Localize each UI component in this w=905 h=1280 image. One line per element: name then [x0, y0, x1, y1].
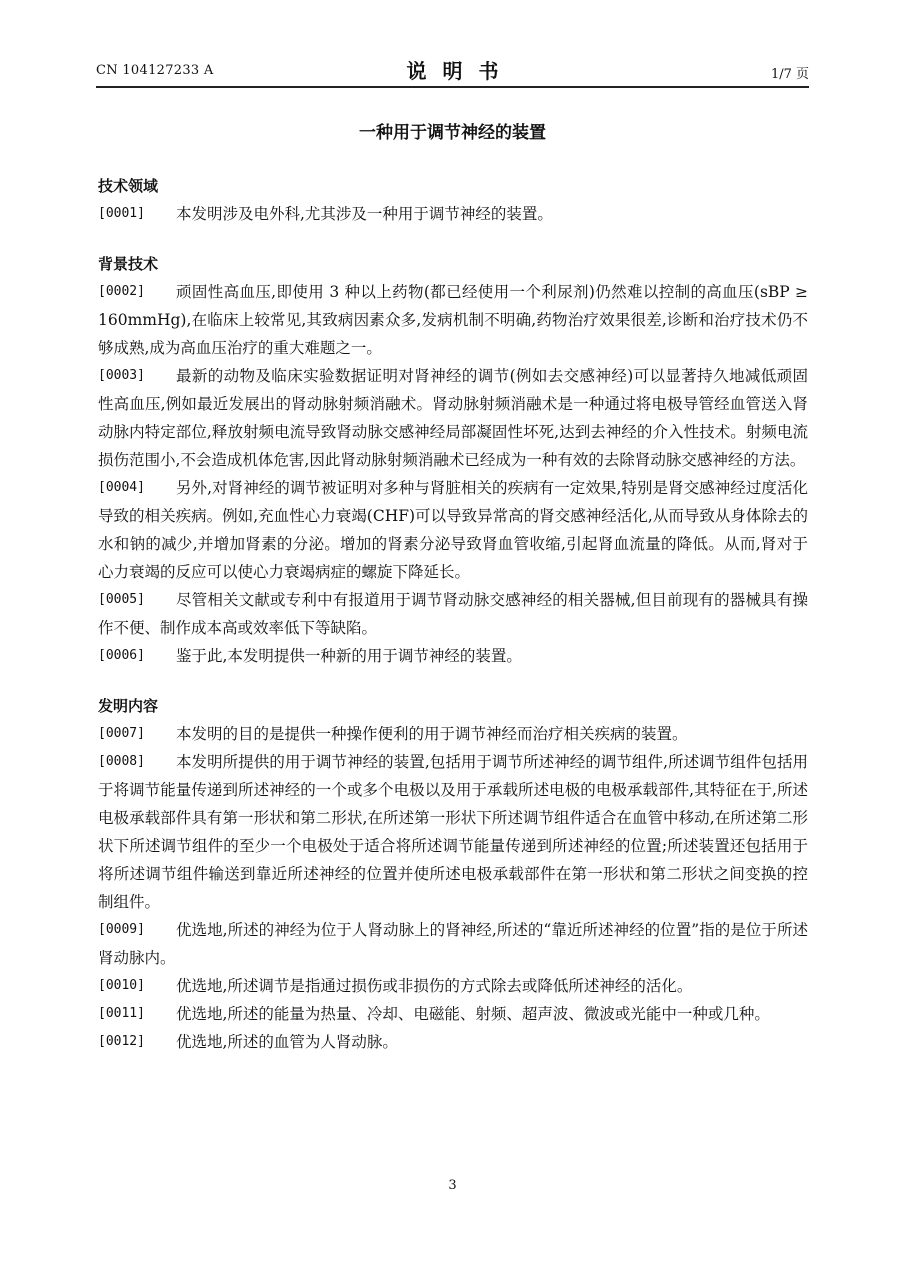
paragraph: [98, 586, 808, 642]
paragraph-text: 顽固性高血压,即使用 3 种以上药物(都已经使用一个利尿剂)仍然难以控制的高血压(sBP ≥ 160mmHg),在临床上较常见,其致病因素众多,发病机制不明确,药物治疗效果很差,诊断和治疗技术仍不够成熟,成为高血压治疗的重大难题之一。: [98, 283, 808, 357]
paragraph-text: 本发明所提供的用于调节神经的装置,包括用于调节所述神经的调节组件,所述调节组件包括用于将调节能量传递到所述神经的一个或多个电极以及用于承载所述电极的电极承载部件,其特征在于,所述电极承载部件具有第一形状和第二形状,在所述第一形状下所述调节组件适合在血管中移动,在所述第二形状下所述调节组件的至少一个电极处于适合将所述调节能量传递到所述神经的位置;所述装置还包括用于将所述调节组件输送到靠近所述神经的位置并使所述电极承载部件在第一形状和第二形状之间变换的控制组件。: [98, 753, 808, 911]
paragraph-text: 优选地,所述的能量为热量、冷却、电磁能、射频、超声波、微波或光能中一种或几种。: [176, 1005, 770, 1023]
paragraph-text: 最新的动物及临床实验数据证明对肾神经的调节(例如去交感神经)可以显著持久地减低顽固性高血压,例如最近发展出的肾动脉射频消融术。肾动脉射频消融术是一种通过将电极导管经血管送入肾动脉内特定部位,释放射频电流导致肾动脉交感神经局部凝固性坏死,达到去神经的介入性技术。射频电流损伤范围小,不会造成机体危害,因此肾动脉射频消融术已经成为一种有效的去除肾动脉交感神经的方法。: [98, 367, 808, 469]
paragraph: [98, 278, 808, 362]
paragraph-number: [0012]: [98, 1034, 145, 1049]
paragraph-number: [0002]: [98, 284, 145, 299]
paragraph-number: [0003]: [98, 368, 145, 383]
paragraph-text: 尽管相关文献或专利中有报道用于调节肾动脉交感神经的相关器械,但目前现有的器械具有操作不便、制作成本高或效率低下等缺陷。: [98, 591, 808, 637]
paragraph-number: [0004]: [98, 480, 145, 495]
paragraph-number: [0005]: [98, 592, 145, 607]
page-count: 1/7 页: [770, 67, 809, 82]
paragraph-number: [0001]: [98, 206, 145, 221]
paragraph: [98, 1028, 808, 1056]
header-divider: [96, 86, 809, 88]
paragraph-text: 本发明涉及电外科,尤其涉及一种用于调节神经的装置。: [176, 205, 553, 223]
paragraph-text: 优选地,所述的神经为位于人肾动脉上的肾神经,所述的“靠近所述神经的位置”指的是位于所述肾动脉内。: [98, 921, 808, 967]
paragraph: [98, 1000, 808, 1028]
page-number: 3: [448, 1178, 457, 1193]
document-type: 说明书: [406, 59, 515, 83]
paragraph: [98, 748, 808, 916]
paragraph-number: [0011]: [98, 1006, 145, 1021]
paragraph: [98, 972, 808, 1000]
paragraph-number: [0006]: [98, 648, 145, 663]
patent-number: CN 104127233 A: [96, 63, 214, 78]
section-heading: 发明内容: [98, 697, 159, 715]
section-heading: 技术领域: [98, 177, 159, 195]
paragraph-number: [0010]: [98, 978, 145, 993]
paragraph: [98, 474, 808, 586]
paragraph: [98, 720, 808, 748]
document-title: 一种用于调节神经的装置: [359, 123, 546, 143]
paragraph-text: 鉴于此,本发明提供一种新的用于调节神经的装置。: [176, 647, 522, 665]
paragraph-text: 优选地,所述的血管为人肾动脉。: [176, 1033, 398, 1051]
section-heading: 背景技术: [98, 255, 159, 273]
paragraph-text: 本发明的目的是提供一种操作便利的用于调节神经而治疗相关疾病的装置。: [176, 725, 688, 743]
paragraph-text: 优选地,所述调节是指通过损伤或非损伤的方式除去或降低所述神经的活化。: [176, 977, 693, 995]
paragraph-number: [0008]: [98, 754, 145, 769]
paragraph: [98, 362, 808, 474]
paragraph: [98, 916, 808, 972]
paragraph: [98, 200, 808, 228]
paragraph-number: [0007]: [98, 726, 145, 741]
paragraph: [98, 642, 808, 670]
paragraph-number: [0009]: [98, 922, 145, 937]
paragraph-text: 另外,对肾神经的调节被证明对多种与肾脏相关的疾病有一定效果,特别是肾交感神经过度活化导致的相关疾病。例如,充血性心力衰竭(CHF)可以导致异常高的肾交感神经活化,从而导致从身体除去的水和钠的减少,并增加肾素的分泌。增加的肾素分泌导致肾血管收缩,引起肾血流量的降低。从而,肾对于心力衰竭的反应可以使心力衰竭病症的螺旋下降延长。: [98, 479, 808, 581]
document-body: [98, 172, 808, 1056]
